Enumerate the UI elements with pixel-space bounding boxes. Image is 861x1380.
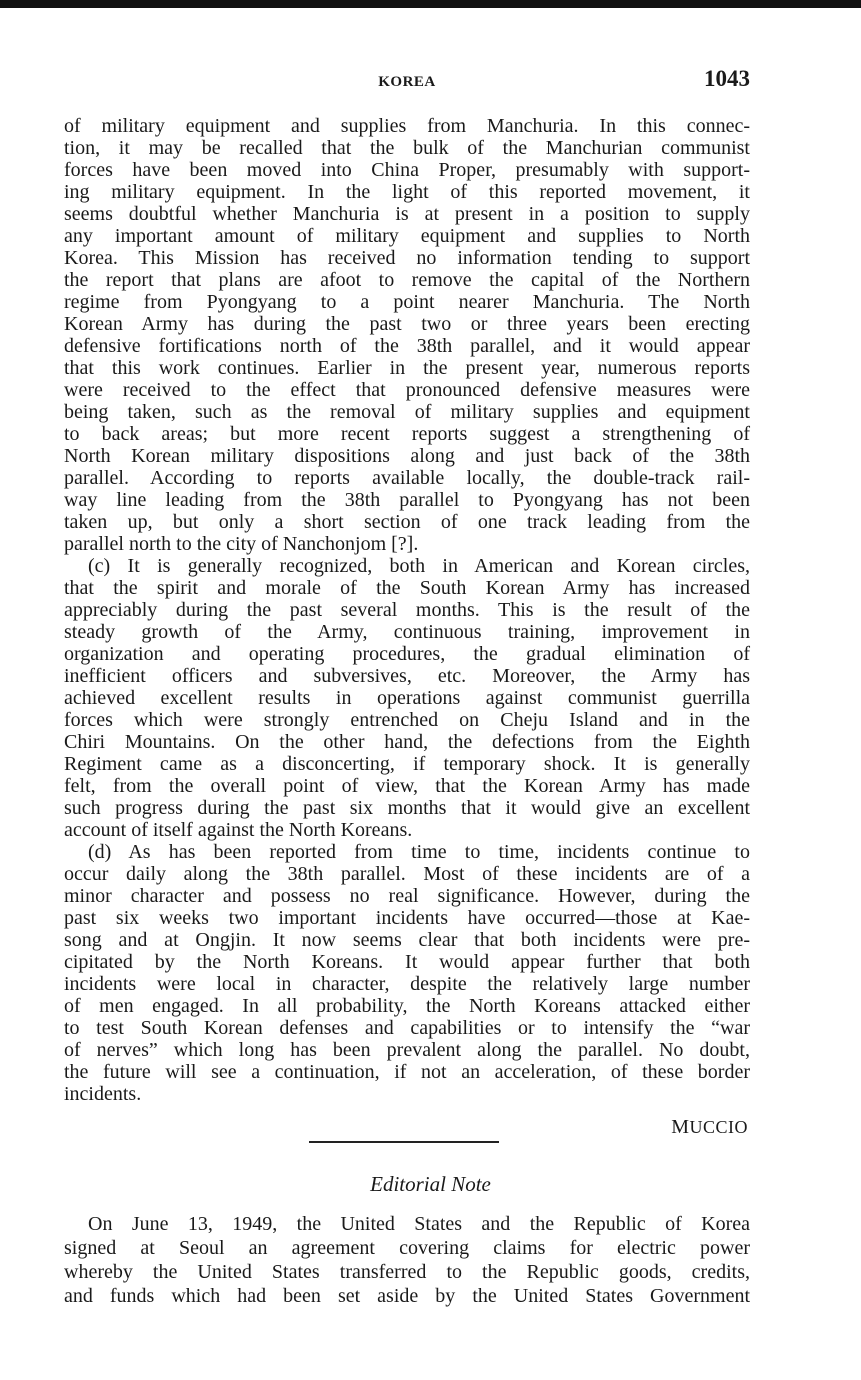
body-line: seems doubtful whether Manchuria is at present in a position to supply <box>64 203 750 225</box>
signature-initial: M <box>671 1116 690 1138</box>
body-line: tion, it may be recalled that the bulk of the Manchurian communist <box>64 137 750 159</box>
body-line: account of itself against the North Koreans. <box>64 819 413 841</box>
section-divider <box>309 1141 499 1143</box>
body-line: forces have been moved into China Proper, presumably with support- <box>64 159 750 181</box>
body-line: ing military equipment. In the light of this reported movement, it <box>64 181 750 203</box>
editorial-note-text <box>64 1212 750 1308</box>
body-text <box>64 115 750 1105</box>
body-line: achieved excellent results in operations against communist guerrilla <box>64 687 750 709</box>
body-line: of military equipment and supplies from Manchuria. In this connec- <box>64 115 750 137</box>
body-line: parallel. According to reports available locally, the double-track rail- <box>64 467 750 489</box>
body-line: organization and operating procedures, the gradual elimination of <box>64 643 750 665</box>
body-line: Korean Army has during the past two or three years been erecting <box>64 313 750 335</box>
body-line: forces which were strongly entrenched on Cheju Island and in the <box>64 709 750 731</box>
body-line: the future will see a continuation, if not an acceleration, of these border <box>64 1061 750 1083</box>
body-line: taken up, but only a short section of one track leading from the <box>64 511 750 533</box>
body-line: way line leading from the 38th parallel to Pyongyang has not been <box>64 489 750 511</box>
body-line: steady growth of the Army, continuous training, improvement in <box>64 621 750 643</box>
page-header <box>64 64 750 100</box>
body-line: incidents were local in character, despite the relatively large number <box>64 973 750 995</box>
editorial-line: On June 13, 1949, the United States and the Republic of Korea <box>88 1213 750 1235</box>
body-line: that the spirit and morale of the South Korean Army has increased <box>64 577 750 599</box>
body-line: North Korean military dispositions along and just back of the 38th <box>64 445 750 467</box>
body-line: felt, from the overall point of view, that the Korean Army has made <box>64 775 750 797</box>
signature <box>671 1116 748 1139</box>
body-line: past six weeks two important incidents have occurred—those at Kae- <box>64 907 750 929</box>
body-line: Chiri Mountains. On the other hand, the defections from the Eighth <box>64 731 750 753</box>
body-line: inefficient officers and subversives, etc. Moreover, the Army has <box>64 665 750 687</box>
body-line: Korea. This Mission has received no information tending to support <box>64 247 750 269</box>
body-line: defensive fortifications north of the 38th parallel, and it would appear <box>64 335 750 357</box>
body-line: occur daily along the 38th parallel. Most of these incidents are of a <box>64 863 750 885</box>
body-line: of nerves” which long has been prevalent along the parallel. No doubt, <box>64 1039 750 1061</box>
body-line: (c) It is generally recognized, both in American and Korean circles, <box>88 555 750 577</box>
page-number: 1043 <box>704 66 750 91</box>
body-line: incidents. <box>64 1083 142 1105</box>
body-line: that this work continues. Earlier in the present year, numerous reports <box>64 357 750 379</box>
top-border-rule <box>0 0 861 8</box>
body-line: being taken, such as the removal of military supplies and equipment <box>64 401 750 423</box>
editorial-line: whereby the United States transferred to the Republic goods, credits, <box>64 1261 750 1283</box>
body-line: Regiment came as a disconcerting, if temporary shock. It is generally <box>64 753 750 775</box>
body-line: such progress during the past six months that it would give an excellent <box>64 797 750 819</box>
body-line: minor character and possess no real significance. However, during the <box>64 885 750 907</box>
running-head: KOREA <box>378 74 436 90</box>
signature-rest: UCCIO <box>689 1117 748 1137</box>
editorial-note-title: Editorial Note <box>370 1172 491 1196</box>
editorial-line: and funds which had been set aside by the United States Government <box>64 1285 750 1307</box>
body-line: were received to the effect that pronounced defensive measures were <box>64 379 750 401</box>
body-line: any important amount of military equipment and supplies to North <box>64 225 750 247</box>
body-line: appreciably during the past several months. This is the result of the <box>64 599 750 621</box>
body-line: song and at Ongjin. It now seems clear that both incidents were pre- <box>64 929 750 951</box>
body-line: to test South Korean defenses and capabilities or to intensify the “war <box>64 1017 750 1039</box>
body-line: parallel north to the city of Nanchonjom [?]. <box>64 533 419 555</box>
body-line: of men engaged. In all probability, the North Koreans attacked either <box>64 995 750 1017</box>
body-line: to back areas; but more recent reports suggest a strengthening of <box>64 423 750 445</box>
editorial-line: signed at Seoul an agreement covering claims for electric power <box>64 1237 750 1259</box>
body-line: regime from Pyongyang to a point nearer Manchuria. The North <box>64 291 750 313</box>
body-line: the report that plans are afoot to remove the capital of the Northern <box>64 269 750 291</box>
body-line: (d) As has been reported from time to time, incidents continue to <box>88 841 750 863</box>
body-line: cipitated by the North Koreans. It would appear further that both <box>64 951 750 973</box>
